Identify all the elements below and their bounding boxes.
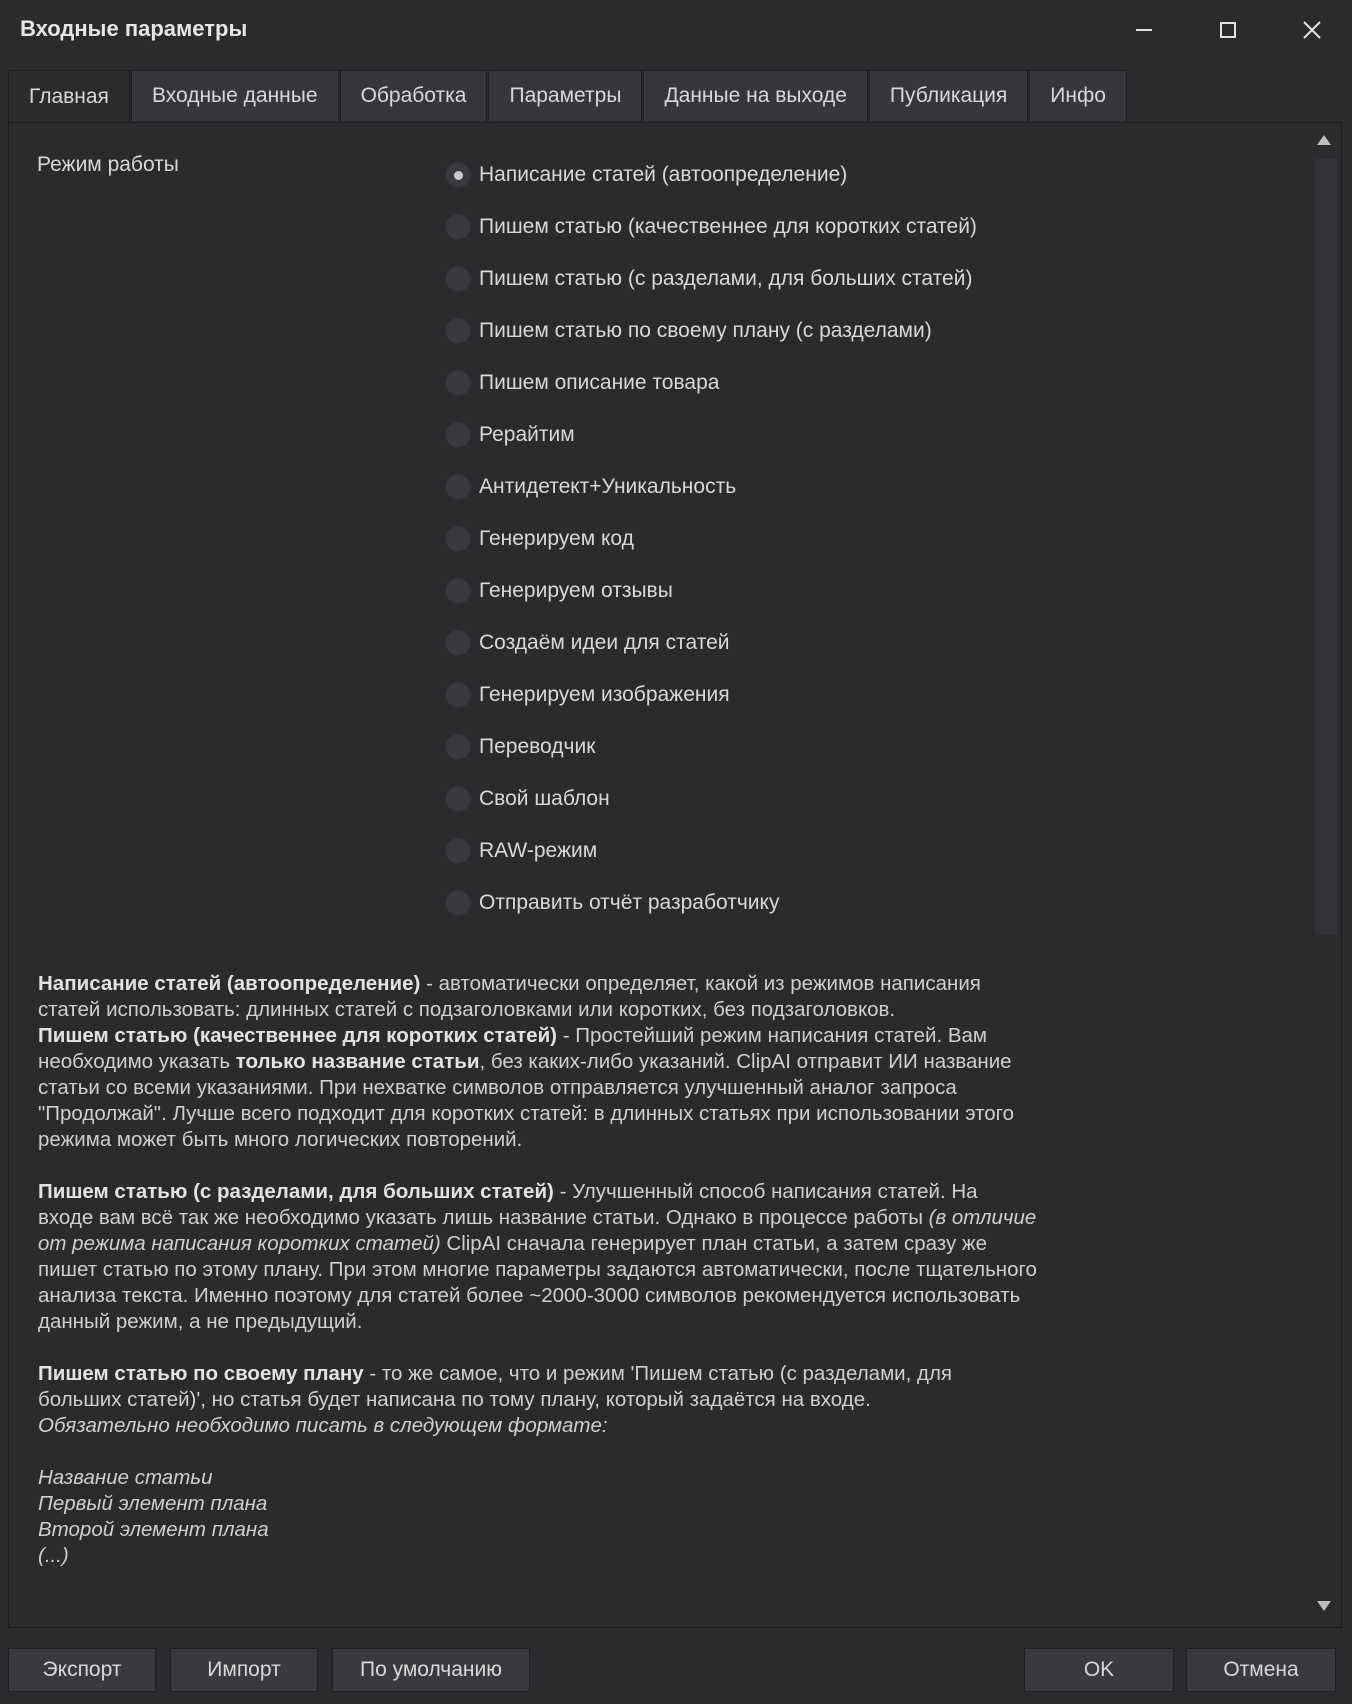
tab-input-data[interactable]: Входные данные xyxy=(131,70,339,121)
minimize-icon xyxy=(1135,21,1153,39)
radio-button[interactable] xyxy=(445,318,471,344)
desc-example-1: Название статьи xyxy=(38,1466,213,1489)
mode-option[interactable] xyxy=(445,461,977,513)
desc-example-line xyxy=(38,1517,1038,1543)
radio-button[interactable] xyxy=(445,162,471,188)
import-button[interactable]: Импорт xyxy=(170,1648,318,1692)
close-button[interactable] xyxy=(1282,8,1342,52)
mode-option[interactable] xyxy=(445,513,977,565)
window-title: Входные параметры xyxy=(20,16,248,41)
tab-main[interactable]: Главная xyxy=(8,70,130,123)
mode-radio-group xyxy=(445,149,977,929)
desc-p3-text-a: - Улучшенный способ написания статей. На входе вам всё так же необходимо указать лишь название статьи. Однако в процессе работы xyxy=(38,1180,978,1229)
mode-option[interactable] xyxy=(445,201,977,253)
desc-example-3: Второй элемент плана xyxy=(38,1518,269,1541)
mode-option-label: Пишем описание товара xyxy=(479,371,720,394)
desc-p2-text-a: - Простейший режим написания статей. Вам необходимо указать xyxy=(38,1024,988,1073)
maximize-button[interactable] xyxy=(1198,8,1258,52)
mode-option-label: Свой шаблон xyxy=(479,787,610,810)
mode-option[interactable] xyxy=(445,357,977,409)
scroll-up-arrow-icon[interactable] xyxy=(1317,135,1331,145)
ok-button[interactable]: OK xyxy=(1024,1648,1174,1692)
mode-option[interactable] xyxy=(445,825,977,877)
mode-option-label: Отправить отчёт разработчику xyxy=(479,891,780,914)
desc-p1-text: - автоматически определяет, какой из режимов написания статей использовать: длинных статей с подзаголовками или коротких, без подзаголовков. xyxy=(38,972,981,1021)
mode-option-label: Генерируем изображения xyxy=(479,683,730,706)
mode-option-label: Пишем статью (качественнее для коротких статей) xyxy=(479,215,977,238)
radio-button[interactable] xyxy=(445,370,471,396)
desc-example-line xyxy=(38,1491,1038,1517)
mode-option-label: RAW-режим xyxy=(479,839,598,862)
title-bar xyxy=(0,0,1352,62)
radio-button[interactable] xyxy=(445,422,471,448)
desc-p4-text: - то же самое, что и режим 'Пишем статью (с разделами, для больших статей)', но статья будет написана по тому плану, который задаётся на входе. xyxy=(38,1362,953,1411)
radio-button[interactable] xyxy=(445,786,471,812)
radio-button[interactable] xyxy=(445,474,471,500)
desc-p1-title: Написание статей (автоопределение) xyxy=(38,972,421,995)
desc-paragraph-1 xyxy=(38,971,1038,1023)
radio-button[interactable] xyxy=(445,214,471,240)
export-button[interactable]: Экспорт xyxy=(8,1648,156,1692)
mode-option[interactable] xyxy=(445,409,977,461)
radio-button[interactable] xyxy=(445,630,471,656)
scroll-down-arrow-icon[interactable] xyxy=(1317,1601,1331,1611)
mode-option-label: Написание статей (автоопределение) xyxy=(479,163,848,186)
desc-p2-text-b: , без каких-либо указаний. ClipAI отправит ИИ название статьи со всеми указаниями. При нехватке символов отправляется улучшенный аналог запроса "Продолжай". Лучше всего подходит для коротких статей: в длинных статьях при использовании этого режима может быть много логических повторений. xyxy=(38,1050,1015,1151)
close-icon xyxy=(1302,20,1322,40)
tab-info[interactable]: Инфо xyxy=(1029,70,1127,121)
mode-option-label: Рерайтим xyxy=(479,423,575,446)
tab-publication[interactable]: Публикация xyxy=(869,70,1028,121)
main-panel xyxy=(8,122,1342,1628)
mode-option-label: Генерируем отзывы xyxy=(479,579,673,602)
desc-example-4: (...) xyxy=(38,1544,69,1567)
desc-p3-title: Пишем статью (с разделами, для больших статей) xyxy=(38,1180,554,1203)
desc-format-note xyxy=(38,1413,1038,1439)
mode-option[interactable] xyxy=(445,877,977,929)
desc-p4-title: Пишем статью по своему плану xyxy=(38,1362,364,1385)
mode-option[interactable] xyxy=(445,253,977,305)
radio-button[interactable] xyxy=(445,578,471,604)
tab-processing[interactable]: Обработка xyxy=(340,70,488,121)
radio-button[interactable] xyxy=(445,890,471,916)
mode-option-label: Переводчик xyxy=(479,735,596,758)
radio-button[interactable] xyxy=(445,526,471,552)
desc-example-2: Первый элемент плана xyxy=(38,1492,268,1515)
desc-p2-title: Пишем статью (качественнее для коротких статей) xyxy=(38,1024,557,1047)
desc-paragraph-4 xyxy=(38,1361,1038,1413)
tab-output-data[interactable]: Данные на выходе xyxy=(643,70,867,121)
radio-button[interactable] xyxy=(445,682,471,708)
desc-paragraph-2 xyxy=(38,1023,1038,1153)
maximize-icon xyxy=(1219,21,1237,39)
radio-button[interactable] xyxy=(445,734,471,760)
desc-format-note-text: Обязательно необходимо писать в следующем формате: xyxy=(38,1414,608,1437)
tab-parameters[interactable]: Параметры xyxy=(488,70,642,121)
desc-p3-text-b: ClipAI сначала генерирует план статьи, а затем сразу же пишет статью по этому плану. При этом многие параметры задаются автоматически, после тщательного анализа текста. Именно поэтому для статей более ~2000-3000 символов рекомендуется использовать данный режим, а не предыдущий. xyxy=(38,1232,1037,1333)
mode-option[interactable] xyxy=(445,149,977,201)
mode-option[interactable] xyxy=(445,565,977,617)
scrollbar-thumb[interactable] xyxy=(1315,159,1337,935)
desc-paragraph-3 xyxy=(38,1179,1038,1335)
mode-option[interactable] xyxy=(445,617,977,669)
mode-option-label: Создаём идеи для статей xyxy=(479,631,730,654)
mode-option[interactable] xyxy=(445,773,977,825)
mode-option-label: Генерируем код xyxy=(479,527,634,550)
defaults-button[interactable]: По умолчанию xyxy=(332,1648,530,1692)
mode-option-label: Пишем статью (с разделами, для больших статей) xyxy=(479,267,973,290)
desc-p3-italic: (в отличие от режима написания коротких статей) xyxy=(38,1206,1037,1255)
minimize-button[interactable] xyxy=(1114,8,1174,52)
mode-option[interactable] xyxy=(445,721,977,773)
mode-description xyxy=(38,971,1038,1569)
cancel-button[interactable]: Отмена xyxy=(1186,1648,1336,1692)
desc-p2-emphasis: только название статьи xyxy=(235,1050,480,1073)
desc-example-line xyxy=(38,1465,1038,1491)
vertical-scrollbar[interactable] xyxy=(1311,123,1339,1625)
radio-button[interactable] xyxy=(445,838,471,864)
desc-example-line xyxy=(38,1543,1038,1569)
radio-button[interactable] xyxy=(445,266,471,292)
tab-bar xyxy=(8,70,1128,122)
mode-label: Режим работы xyxy=(37,153,179,176)
mode-option-label: Антидетект+Уникальность xyxy=(479,475,737,498)
mode-option[interactable] xyxy=(445,669,977,721)
mode-option[interactable] xyxy=(445,305,977,357)
mode-option-label: Пишем статью по своему плану (с разделами) xyxy=(479,319,932,342)
